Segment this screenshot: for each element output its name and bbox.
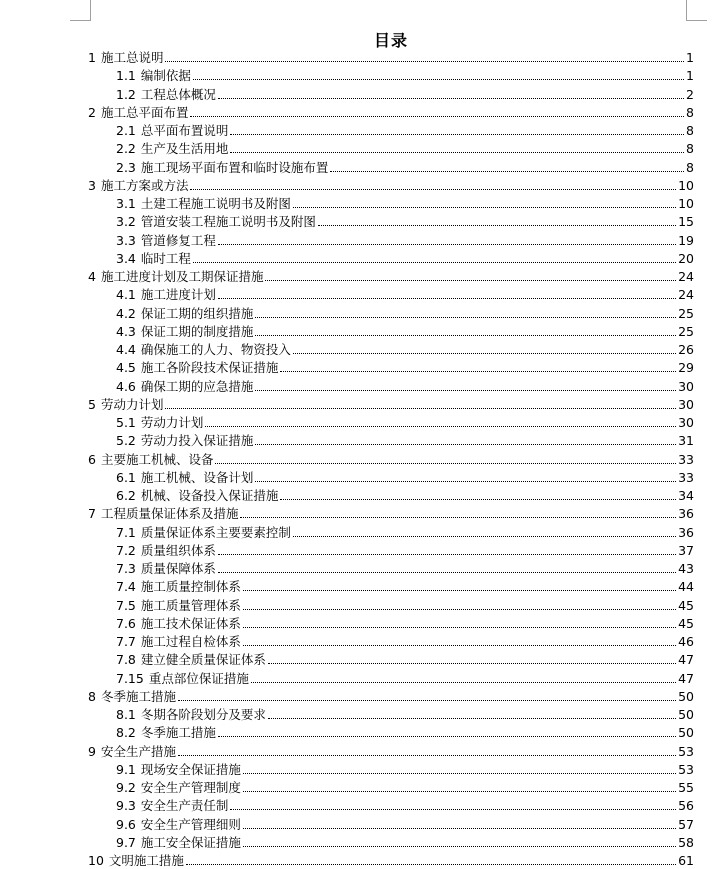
toc-entry-title: 施工进度计划及工期保证措施 xyxy=(100,269,264,284)
toc-section-entry[interactable] xyxy=(116,212,694,230)
toc-entry-number: 4.6 xyxy=(116,378,136,394)
toc-leader-dots xyxy=(218,736,676,737)
toc-entry-title: 施工总平面布置 xyxy=(100,104,189,120)
toc-section-entry[interactable] xyxy=(116,705,694,723)
toc-entry-page-number: 33 xyxy=(678,451,694,467)
toc-entry-title: 管道修复工程 xyxy=(140,232,216,248)
toc-entry-page-number: 50 xyxy=(678,725,694,741)
toc-entry-page-number: 29 xyxy=(678,360,694,376)
toc-section-entry[interactable] xyxy=(116,796,694,814)
toc-leader-dots xyxy=(255,317,676,318)
toc-chapter-entry[interactable] xyxy=(88,395,694,413)
toc-entry-number: 4.3 xyxy=(116,323,136,339)
toc-entry-page-number: 55 xyxy=(678,780,694,795)
toc-leader-dots xyxy=(218,298,676,299)
toc-entry-number: 9 xyxy=(88,743,96,759)
toc-entry-title: 现场安全保证措施 xyxy=(140,761,241,777)
toc-entry-number: 2.3 xyxy=(116,159,136,175)
toc-entry-page-number: 30 xyxy=(678,396,694,412)
toc-leader-dots xyxy=(268,663,676,664)
toc-title: 目录 xyxy=(373,31,408,50)
toc-entry-title: 重点部位保证措施 xyxy=(148,670,249,686)
toc-entry-page-number: 50 xyxy=(678,707,694,722)
toc-entry-page-number: 47 xyxy=(678,670,694,686)
toc-entry-number: 4.1 xyxy=(116,287,136,303)
toc-entry-title: 施工安全保证措施 xyxy=(140,834,241,850)
toc-entry-number: 3 xyxy=(88,177,96,193)
toc-entry-number: 9.1 xyxy=(116,761,136,777)
toc-entry-title: 施工质量控制体系 xyxy=(140,579,241,595)
page-corner-mark-right xyxy=(686,0,707,21)
toc-leader-dots xyxy=(293,536,676,537)
toc-leader-dots xyxy=(265,280,676,281)
toc-entry-page-number: 1 xyxy=(686,68,694,84)
toc-entry-page-number: 44 xyxy=(678,579,694,595)
toc-leader-dots xyxy=(193,79,684,80)
toc-entry-title: 施工总说明 xyxy=(100,50,164,65)
toc-leader-dots xyxy=(218,98,684,99)
toc-entry-number: 2.2 xyxy=(116,141,136,157)
toc-entry-page-number: 50 xyxy=(678,688,694,704)
toc-leader-dots xyxy=(255,481,676,482)
toc-entry-title: 保证工期的组织措施 xyxy=(140,305,254,321)
toc-leader-dots xyxy=(165,408,676,409)
toc-entry-title: 施工方案或方法 xyxy=(100,177,189,193)
toc-entry-page-number: 8 xyxy=(686,123,694,138)
toc-leader-dots xyxy=(190,189,676,190)
toc-section-entry[interactable] xyxy=(116,669,694,687)
toc-entry-page-number: 15 xyxy=(678,214,694,230)
toc-entry-number: 3.4 xyxy=(116,250,136,266)
toc-leader-dots xyxy=(243,846,676,847)
toc-entry-number: 6.2 xyxy=(116,488,136,503)
toc-leader-dots xyxy=(243,645,676,646)
toc-section-entry[interactable] xyxy=(116,158,694,176)
toc-leader-dots xyxy=(186,864,676,865)
toc-entry-page-number: 61 xyxy=(678,853,694,868)
toc-entry-title: 冬期各阶段划分及要求 xyxy=(140,707,266,722)
toc-leader-dots xyxy=(293,207,676,208)
toc-leader-dots xyxy=(318,225,676,226)
toc-entry-number: 5.2 xyxy=(116,433,136,449)
toc-leader-dots xyxy=(243,828,676,829)
toc-entry-page-number: 53 xyxy=(678,761,694,777)
toc-entry-page-number: 25 xyxy=(678,323,694,339)
toc-entry-page-number: 2 xyxy=(686,86,694,102)
toc-entry-number: 5.1 xyxy=(116,415,136,430)
toc-chapter-entry[interactable] xyxy=(88,267,694,285)
toc-entry-number: 1.1 xyxy=(116,68,136,84)
toc-section-entry[interactable] xyxy=(116,231,694,249)
toc-leader-dots xyxy=(193,262,676,263)
toc-entry-page-number: 26 xyxy=(678,342,694,357)
toc-entry-page-number: 53 xyxy=(678,743,694,759)
toc-entry-page-number: 45 xyxy=(678,615,694,631)
toc-entry-title: 安全生产管理细则 xyxy=(140,816,241,832)
toc-entry-page-number: 1 xyxy=(686,50,694,65)
toc-section-entry[interactable] xyxy=(116,577,694,595)
toc-entry-number: 8.2 xyxy=(116,725,136,741)
toc-chapter-entry[interactable] xyxy=(88,450,694,468)
toc-entry-title: 主要施工机械、设备 xyxy=(100,451,214,467)
toc-entry-title: 生产及生活用地 xyxy=(140,141,229,157)
toc-leader-dots xyxy=(218,244,676,245)
toc-entry-number: 9.6 xyxy=(116,816,136,832)
toc-leader-dots xyxy=(230,809,676,810)
toc-entry-page-number: 45 xyxy=(678,597,694,613)
toc-chapter-entry[interactable] xyxy=(88,742,694,760)
toc-entry-page-number: 57 xyxy=(678,816,694,832)
toc-entry-number: 3.3 xyxy=(116,232,136,248)
toc-entry-title: 施工过程自检体系 xyxy=(140,634,241,649)
toc-entry-title: 施工现场平面布置和临时设施布置 xyxy=(140,159,329,175)
toc-entry-title: 安全生产措施 xyxy=(100,743,176,759)
toc-entry-number: 6 xyxy=(88,451,96,467)
toc-leader-dots xyxy=(165,61,684,62)
toc-entry-number: 7.5 xyxy=(116,597,136,613)
toc-entry-title: 冬季施工措施 xyxy=(100,688,176,704)
toc-section-entry[interactable] xyxy=(116,304,694,322)
toc-leader-dots xyxy=(190,116,684,117)
toc-entry-title: 施工机械、设备计划 xyxy=(140,469,254,485)
toc-entry-page-number: 31 xyxy=(678,433,694,449)
toc-entry-number: 8 xyxy=(88,688,96,704)
toc-entry-number: 10 xyxy=(88,853,104,868)
toc-entry-number: 3.2 xyxy=(116,214,136,230)
toc-entry-title: 劳动力计划 xyxy=(100,396,164,412)
toc-entry-page-number: 8 xyxy=(686,104,694,120)
toc-section-entry[interactable] xyxy=(116,632,694,650)
toc-entry-title: 土建工程施工说明书及附图 xyxy=(140,196,291,211)
toc-entry-number: 9.3 xyxy=(116,798,136,814)
toc-entry-title: 质量保证体系主要要素控制 xyxy=(140,524,291,540)
toc-entry-number: 8.1 xyxy=(116,707,136,722)
toc-section-entry[interactable] xyxy=(116,340,694,358)
toc-entry-title: 工程质量保证体系及措施 xyxy=(100,506,239,522)
toc-leader-dots xyxy=(280,499,676,500)
toc-entry-title: 建立健全质量保证体系 xyxy=(140,652,266,668)
toc-section-entry[interactable] xyxy=(116,249,694,267)
toc-entry-title: 施工质量管理体系 xyxy=(140,597,241,613)
toc-entry-page-number: 43 xyxy=(678,561,694,576)
toc-leader-dots xyxy=(293,353,676,354)
toc-entry-title: 管道安装工程施工说明书及附图 xyxy=(140,214,316,230)
toc-leader-dots xyxy=(243,627,676,628)
toc-section-entry[interactable] xyxy=(116,121,694,139)
toc-entry-title: 保证工期的制度措施 xyxy=(140,323,254,339)
toc-entry-page-number: 47 xyxy=(678,652,694,668)
toc-section-entry[interactable] xyxy=(116,194,694,212)
toc-entry-number: 7.6 xyxy=(116,615,136,631)
toc-section-entry[interactable] xyxy=(116,377,694,395)
toc-section-entry[interactable] xyxy=(116,596,694,614)
toc-entry-title: 工程总体概况 xyxy=(140,86,216,102)
toc-leader-dots xyxy=(215,463,676,464)
toc-section-entry[interactable] xyxy=(116,413,694,431)
toc-entry-number: 2.1 xyxy=(116,123,136,138)
toc-entry-number: 7 xyxy=(88,506,96,522)
toc-section-entry[interactable] xyxy=(116,815,694,833)
toc-section-entry[interactable] xyxy=(116,833,694,851)
toc-entry-page-number: 36 xyxy=(678,506,694,522)
toc-section-entry[interactable] xyxy=(116,778,694,796)
toc-section-entry[interactable] xyxy=(116,322,694,340)
toc-entry-number: 7.1 xyxy=(116,524,136,540)
toc-entry-page-number: 24 xyxy=(678,269,694,284)
toc-entry-title: 确保工期的应急措施 xyxy=(140,378,254,394)
toc-entry-number: 9.2 xyxy=(116,780,136,795)
toc-entry-number: 1.2 xyxy=(116,86,136,102)
toc-leader-dots xyxy=(230,134,684,135)
toc-chapter-entry[interactable] xyxy=(88,851,694,869)
toc-section-entry[interactable] xyxy=(116,358,694,376)
toc-entry-number: 7.7 xyxy=(116,634,136,649)
toc-leader-dots xyxy=(243,773,676,774)
toc-entry-title: 质量组织体系 xyxy=(140,542,216,558)
toc-leader-dots xyxy=(243,791,676,792)
toc-entry-title: 安全生产责任制 xyxy=(140,798,229,814)
toc-section-entry[interactable] xyxy=(116,486,694,504)
toc-chapter-entry[interactable] xyxy=(88,103,694,121)
toc-section-entry[interactable] xyxy=(116,285,694,303)
toc-entry-page-number: 10 xyxy=(678,177,694,193)
toc-entry-page-number: 58 xyxy=(678,834,694,850)
toc-entry-page-number: 25 xyxy=(678,305,694,321)
toc-leader-dots xyxy=(243,609,676,610)
toc-leader-dots xyxy=(330,171,684,172)
toc-leader-dots xyxy=(255,390,676,391)
toc-leader-dots xyxy=(255,444,676,445)
toc-leader-dots xyxy=(268,718,676,719)
toc-entry-title: 劳动力计划 xyxy=(140,415,204,430)
toc-entry-page-number: 33 xyxy=(678,469,694,485)
toc-entry-number: 7.8 xyxy=(116,652,136,668)
toc-section-entry[interactable] xyxy=(116,523,694,541)
toc-entry-title: 施工各阶段技术保证措施 xyxy=(140,360,279,376)
toc-leader-dots xyxy=(280,371,676,372)
toc-entry-number: 4.5 xyxy=(116,360,136,376)
toc-entry-title: 总平面布置说明 xyxy=(140,123,229,138)
toc-entry-page-number: 8 xyxy=(686,141,694,157)
toc-chapter-entry[interactable] xyxy=(88,504,694,522)
toc-leader-dots xyxy=(178,755,676,756)
toc-leader-dots xyxy=(205,426,676,427)
page-corner-mark-left xyxy=(70,0,91,21)
toc-section-entry[interactable] xyxy=(116,85,694,103)
toc-entry-number: 4 xyxy=(88,269,96,284)
toc-section-entry[interactable] xyxy=(116,431,694,449)
toc-entry-number: 7.15 xyxy=(116,670,144,686)
toc-section-entry[interactable] xyxy=(116,468,694,486)
toc-entry-number: 2 xyxy=(88,104,96,120)
toc-section-entry[interactable] xyxy=(116,614,694,632)
toc-entry-title: 临时工程 xyxy=(140,250,191,266)
toc-entry-page-number: 30 xyxy=(678,415,694,430)
toc-entry-page-number: 20 xyxy=(678,250,694,266)
toc-entry-page-number: 34 xyxy=(678,488,694,503)
toc-entry-title: 质量保障体系 xyxy=(140,561,216,576)
toc-leader-dots xyxy=(178,700,676,701)
toc-section-entry[interactable] xyxy=(116,723,694,741)
toc-section-entry[interactable] xyxy=(116,66,694,84)
toc-entry-page-number: 8 xyxy=(686,159,694,175)
toc-entry-number: 5 xyxy=(88,396,96,412)
toc-entry-page-number: 37 xyxy=(678,542,694,558)
toc-entry-number: 7.2 xyxy=(116,542,136,558)
toc-entry-title: 确保施工的人力、物资投入 xyxy=(140,342,291,357)
toc-entry-number: 3.1 xyxy=(116,196,136,211)
toc-entry-title: 安全生产管理制度 xyxy=(140,780,241,795)
toc-leader-dots xyxy=(240,517,676,518)
toc-entry-page-number: 56 xyxy=(678,798,694,814)
toc-leader-dots xyxy=(218,572,676,573)
toc-entry-title: 机械、设备投入保证措施 xyxy=(140,488,279,503)
toc-entry-number: 4.2 xyxy=(116,305,136,321)
toc-leader-dots xyxy=(255,335,676,336)
toc-entry-number: 9.7 xyxy=(116,834,136,850)
toc-entry-title: 编制依据 xyxy=(140,68,191,84)
toc-leader-dots xyxy=(251,682,676,683)
toc-leader-dots xyxy=(230,152,684,153)
toc-entry-number: 7.4 xyxy=(116,579,136,595)
toc-entry-page-number: 24 xyxy=(678,287,694,303)
toc-entry-number: 7.3 xyxy=(116,561,136,576)
toc-chapter-entry[interactable] xyxy=(88,176,694,194)
toc-section-entry[interactable] xyxy=(116,541,694,559)
toc-entry-title: 文明施工措施 xyxy=(108,853,184,868)
toc-entry-title: 施工进度计划 xyxy=(140,287,216,303)
toc-entry-page-number: 10 xyxy=(678,196,694,211)
toc-section-entry[interactable] xyxy=(116,760,694,778)
toc-entry-page-number: 19 xyxy=(678,232,694,248)
toc-entry-page-number: 46 xyxy=(678,634,694,649)
toc-section-entry[interactable] xyxy=(116,139,694,157)
toc-entry-page-number: 30 xyxy=(678,378,694,394)
toc-leader-dots xyxy=(243,590,676,591)
toc-leader-dots xyxy=(218,554,676,555)
toc-entry-page-number: 36 xyxy=(678,524,694,540)
toc-chapter-entry[interactable] xyxy=(88,687,694,705)
toc-entry-number: 4.4 xyxy=(116,342,136,357)
toc-chapter-entry[interactable] xyxy=(88,48,694,66)
toc-section-entry[interactable] xyxy=(116,559,694,577)
toc-entry-title: 施工技术保证体系 xyxy=(140,615,241,631)
toc-entry-title: 劳动力投入保证措施 xyxy=(140,433,254,449)
toc-entry-number: 6.1 xyxy=(116,469,136,485)
toc-entry-number: 1 xyxy=(88,50,96,65)
toc-section-entry[interactable] xyxy=(116,650,694,668)
toc-entry-title: 冬季施工措施 xyxy=(140,725,216,741)
